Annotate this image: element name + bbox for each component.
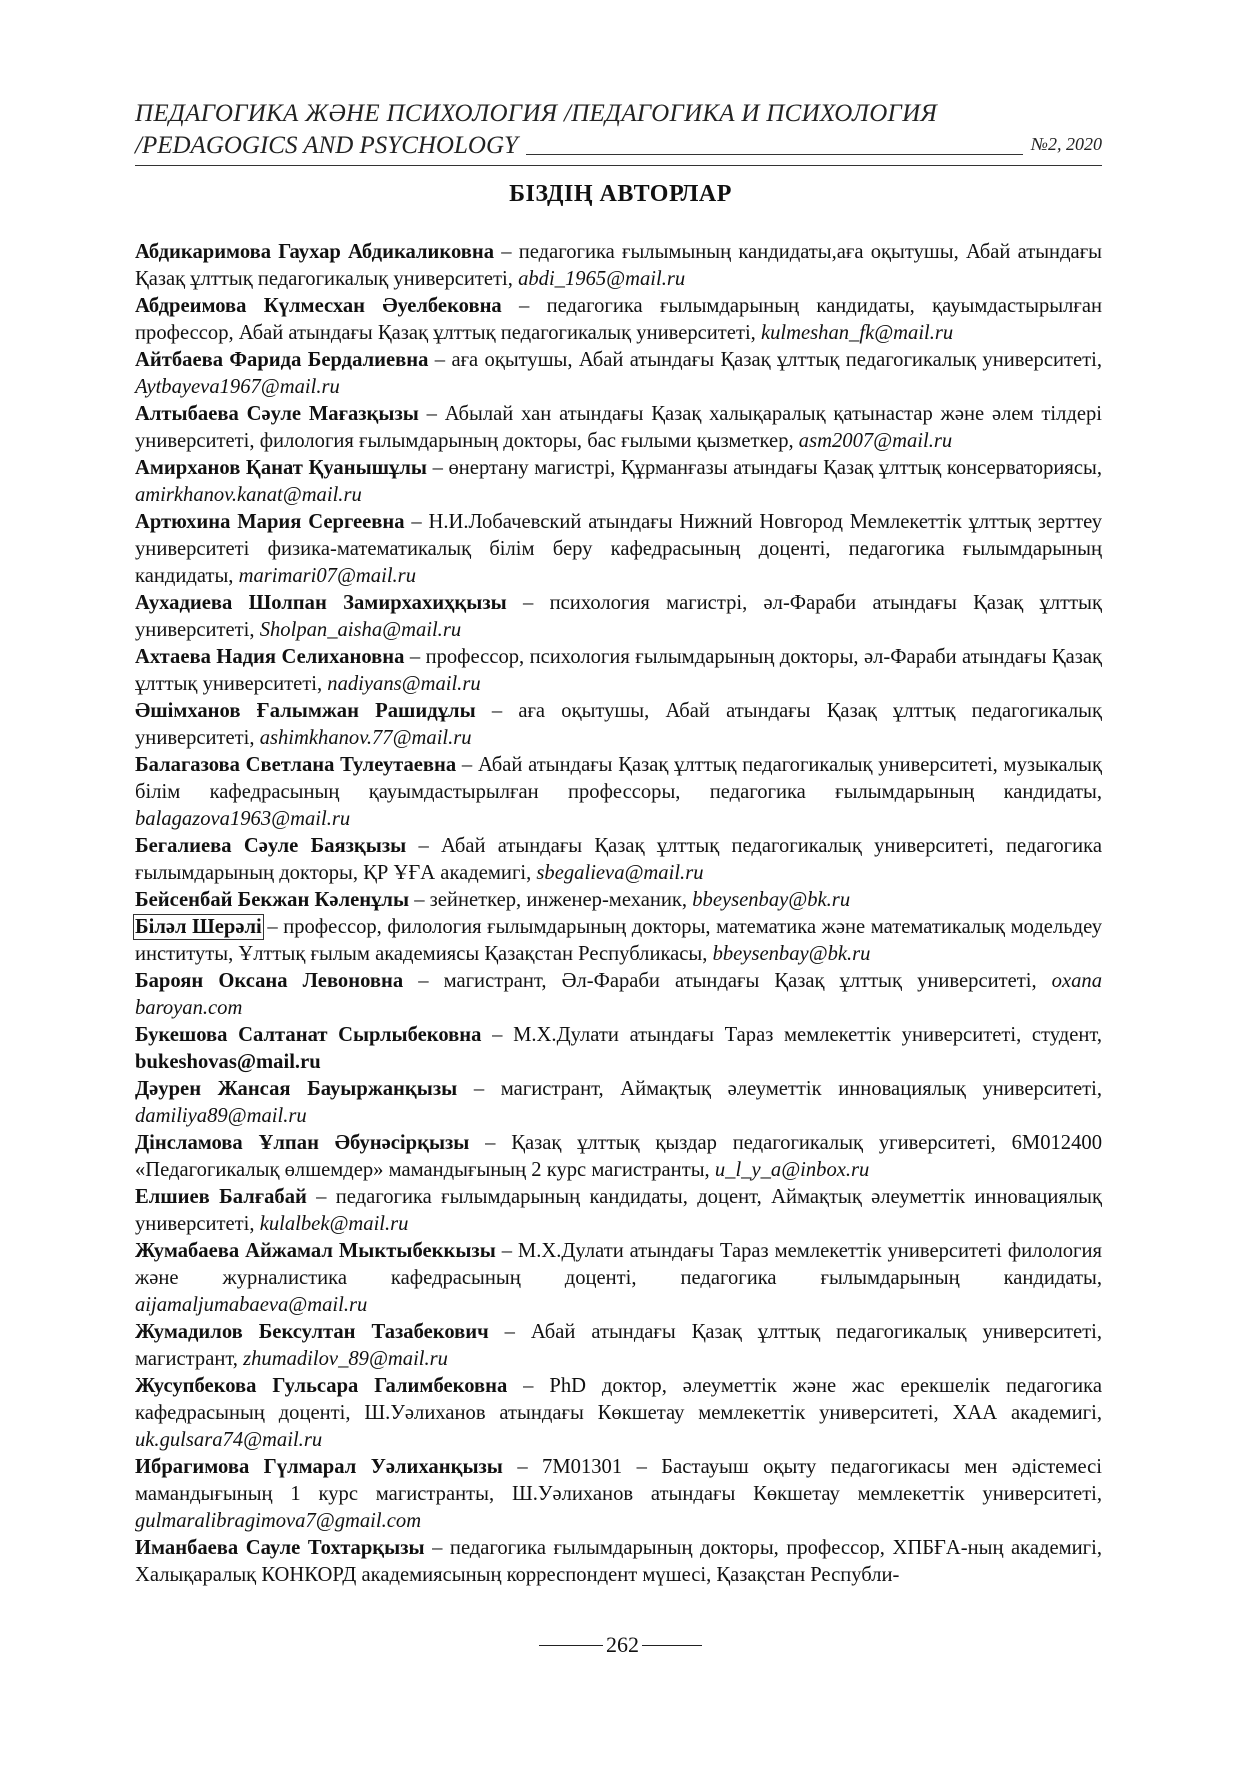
author-entry bbox=[135, 644, 1102, 698]
author-entry bbox=[135, 455, 1102, 509]
author-description: – магистрант, Әл-Фараби атындағы Қазақ ұлттық университеті, bbox=[403, 970, 1052, 992]
author-entry bbox=[135, 347, 1102, 401]
author-entry bbox=[135, 590, 1102, 644]
author-name: Артюхина Мария Сергеевна bbox=[135, 511, 405, 533]
author-entry bbox=[135, 239, 1102, 293]
header-divider bbox=[135, 165, 1102, 166]
author-entry bbox=[135, 914, 1102, 968]
author-email: damiliya89@mail.ru bbox=[135, 1105, 307, 1127]
author-entry bbox=[135, 752, 1102, 833]
authors-list bbox=[135, 239, 1102, 1589]
author-email: bbeysenbay@bk.ru bbox=[692, 889, 851, 911]
author-name: Букешова Салтанат Сырлыбековна bbox=[135, 1024, 482, 1046]
author-entry bbox=[135, 1184, 1102, 1238]
author-description: – профессор, филология ғылымдарының докторы, математика және математикалық модельдеу институты, Ұлттық ғылым академиясы Қазақстан Республикасы, bbox=[135, 916, 1103, 965]
author-entry bbox=[135, 833, 1102, 887]
author-email: nadiyans@mail.ru bbox=[327, 673, 481, 695]
header-rule-segment bbox=[526, 153, 1023, 155]
author-description: – Н.И.Лобачевский атындағы Нижний Новгород Мемлекеттік ұлттық зерттеу университеті физика-математикалық білім беру кафедрасының доценті, педагогика ғылымдарының кандидаты, bbox=[135, 511, 1103, 587]
author-name: Алтыбаева Сәуле Мағазқызы bbox=[135, 403, 419, 425]
issue-number: №2, 2020 bbox=[1031, 134, 1102, 154]
author-description: – өнертану магистрі, Құрманғазы атындағы Қазақ ұлттық консерваториясы, bbox=[427, 457, 1102, 479]
footer-rule-right-top bbox=[642, 1645, 702, 1646]
author-entry bbox=[135, 887, 1102, 914]
author-email: amirkhanov.kanat@mail.ru bbox=[135, 484, 362, 506]
author-name: Абдреимова Күлмесхан Әуелбековна bbox=[135, 295, 502, 317]
author-description: – Абылай хан атындағы Қазақ халықаралық қатынастар және әлем тілдері университеті, филология ғылымдарының докторы, бас ғылыми қызметкер, bbox=[135, 403, 1102, 452]
author-entry bbox=[135, 1454, 1102, 1535]
author-description: – магистрант, Аймақтық әлеуметтік инновациялық университеті, bbox=[457, 1078, 1102, 1100]
author-email: balagazova1963@mail.ru bbox=[135, 808, 351, 830]
author-entry bbox=[135, 293, 1102, 347]
author-entry bbox=[135, 968, 1102, 1022]
author-description: – PhD доктор, әлеуметтік және жас ерекшелік педагогика кафедрасының доценті, Ш.Уәлиханов атындағы Көкшетау мемлекеттік университеті, ХАА академигі, bbox=[135, 1375, 1102, 1424]
author-description: – педагогика ғылымдарының докторы, профессор, ХПБҒА-ның академигі, Халықаралық КОНКОРД академиясының корреспондент мүшесі, Қазақстан Республи- bbox=[135, 1537, 1102, 1586]
author-name: Аухадиева Шолпан Замирхахиҳқызы bbox=[135, 592, 507, 614]
page-footer bbox=[0, 1632, 1241, 1658]
author-entry bbox=[135, 1130, 1102, 1184]
section-title: БІЗДІҢ АВТОРЛАР bbox=[509, 181, 732, 207]
author-entry bbox=[135, 1373, 1102, 1454]
author-entry bbox=[135, 698, 1102, 752]
author-description: – М.Х.Дулати атындағы Тараз мемлекеттік университеті, студент, bbox=[481, 1024, 1102, 1046]
author-description: – Қазақ ұлттық қыздар педагогикалық угиверситеті, 6М012400 «Педагогикалық өлшемдер» мамандығының 2 курс магистранты, bbox=[135, 1132, 1102, 1181]
author-description: – Абай атындағы Қазақ ұлттық педагогикалық университеті, магистрант, bbox=[135, 1321, 1102, 1370]
author-name: Иманбаева Сауле Тохтарқызы bbox=[135, 1537, 425, 1559]
author-entry bbox=[135, 1238, 1102, 1319]
author-email: ashimkhanov.77@mail.ru bbox=[259, 727, 472, 749]
author-email: marimari07@mail.ru bbox=[238, 565, 416, 587]
author-email: u_l_y_a@inbox.ru bbox=[714, 1159, 870, 1181]
author-entry bbox=[135, 1535, 1102, 1589]
author-description: – аға оқытушы, Абай атындағы Қазақ ұлттық педагогикалық университеті, bbox=[135, 700, 1102, 749]
author-email: bbeysenbay@bk.ru bbox=[712, 943, 871, 965]
author-entry bbox=[135, 1076, 1102, 1130]
author-name: Жумадилов Бексултан Тазабекович bbox=[135, 1321, 489, 1343]
author-description: – Абай атындағы Қазақ ұлттық педагогикалық университеті, педагогика ғылымдарының докторы, ҚР ҰҒА академигі, bbox=[135, 835, 1102, 884]
author-email: gulmaralibragimova7@gmail.com bbox=[135, 1510, 422, 1532]
author-name: Жусупбекова Гульсара Галимбековна bbox=[135, 1375, 508, 1397]
footer-rule-left-top bbox=[539, 1645, 603, 1646]
author-name: Ибрагимова Гүлмарал Уәлиханқызы bbox=[135, 1456, 503, 1478]
author-email: uk.gulsara74@mail.ru bbox=[135, 1429, 323, 1451]
author-description: – Абай атындағы Қазақ ұлттық педагогикалық университеті, музыкалық білім кафедрасының қауымдастырылған профессоры, педагогика ғылымдарының кандидаты, bbox=[135, 754, 1102, 803]
journal-title-line2: /PEDAGOGICS AND PSYCHOLOGY bbox=[135, 132, 518, 159]
author-name: Амирханов Қанат Қуанышұлы bbox=[135, 457, 427, 479]
author-description: – педагогика ғылымының кандидаты,аға оқытушы, Абай атындағы Қазақ ұлттық педагогикалық университеті, bbox=[135, 241, 1102, 290]
author-email: bukeshovas@mail.ru bbox=[135, 1051, 321, 1073]
author-entry bbox=[135, 1319, 1102, 1373]
author-description: – М.Х.Дулати атындағы Тараз мемлекеттік университеті филология және журналистика кафедрасының доценті, педагогика ғылымдарының кандидаты, bbox=[135, 1240, 1102, 1289]
journal-title-line2-row bbox=[135, 130, 1102, 162]
author-description: – зейнеткер, инженер-механик, bbox=[409, 889, 693, 911]
author-name: Бейсенбай Бекжан Кәленұлы bbox=[135, 889, 410, 911]
author-email: Aytbayeva1967@mail.ru bbox=[135, 376, 340, 398]
author-name: Жумабаева Айжамал Мыктыбеккызы bbox=[135, 1240, 496, 1262]
author-email: zhumadilov_89@mail.ru bbox=[243, 1348, 448, 1370]
author-description: – профессор, психология ғылымдарының докторы, әл-Фараби атындағы Қазақ ұлттық университеті, bbox=[135, 646, 1103, 695]
author-name: Айтбаева Фарида Бердалиевна bbox=[135, 349, 429, 371]
author-name: Бароян Оксана Левоновна bbox=[135, 970, 404, 992]
author-entry bbox=[135, 509, 1102, 590]
author-name: Бегалиева Сәуле Баязқызы bbox=[135, 835, 407, 857]
author-email: sbegalieva@mail.ru bbox=[536, 862, 704, 884]
author-email: Sholpan_aisha@mail.ru bbox=[259, 619, 462, 641]
author-email: oxana baroyan.com bbox=[135, 970, 1102, 1019]
page-number: 262 bbox=[606, 1632, 639, 1657]
author-description: – 7М01301 – Бастауыш оқыту педагогикасы мен әдістемесі мамандығының 1 курс магистранты, Ш.Уәлиханов атындағы Көкшетау мемлекеттік университеті, bbox=[135, 1456, 1102, 1505]
author-email: kulalbek@mail.ru bbox=[259, 1213, 409, 1235]
journal-title-line1: ПЕДАГОГИКА ЖӘНЕ ПСИХОЛОГИЯ /ПЕДАГОГИКА И ПСИХОЛОГИЯ bbox=[135, 100, 938, 127]
author-name: Балагазова Светлана Тулеутаевна bbox=[135, 754, 457, 776]
author-name: Елшиев Балғабай bbox=[135, 1186, 307, 1208]
author-description: – психология магистрі, әл-Фараби атындағы Қазақ ұлттық университеті, bbox=[135, 592, 1103, 641]
author-description: – педагогика ғылымдарының кандидаты, доцент, Аймақтық әлеуметтік инновациялық университеті, bbox=[135, 1186, 1102, 1235]
journal-header bbox=[135, 98, 1102, 166]
author-email: abdi_1965@mail.ru bbox=[518, 268, 686, 290]
author-name: Дінсламова Ұлпан Әбунәсірқызы bbox=[135, 1132, 470, 1154]
author-name: Дәурен Жансая Бауыржанқызы bbox=[135, 1078, 458, 1100]
author-description: – аға оқытушы, Абай атындағы Қазақ ұлттық педагогикалық университеті, bbox=[428, 349, 1102, 371]
author-entry bbox=[135, 401, 1102, 455]
author-description: – педагогика ғылымдарының кандидаты, қауымдастырылған профессор, Абай атындағы Қазақ ұлттық педагогикалық университеті, bbox=[135, 295, 1102, 344]
author-name: Абдикаримова Гаухар Абдикаликовна bbox=[135, 241, 495, 263]
author-name: Ахтаева Надия Селихановна bbox=[135, 646, 405, 668]
author-entry bbox=[135, 1022, 1102, 1076]
author-email: aijamaljumabaeva@mail.ru bbox=[135, 1294, 368, 1316]
author-name: Әшімханов Ғалымжан Рашидұлы bbox=[135, 700, 476, 722]
author-email: asm2007@mail.ru bbox=[798, 430, 953, 452]
author-email: kulmeshan_fk@mail.ru bbox=[760, 322, 954, 344]
author-name: Білəл Шерәлі bbox=[135, 916, 262, 938]
